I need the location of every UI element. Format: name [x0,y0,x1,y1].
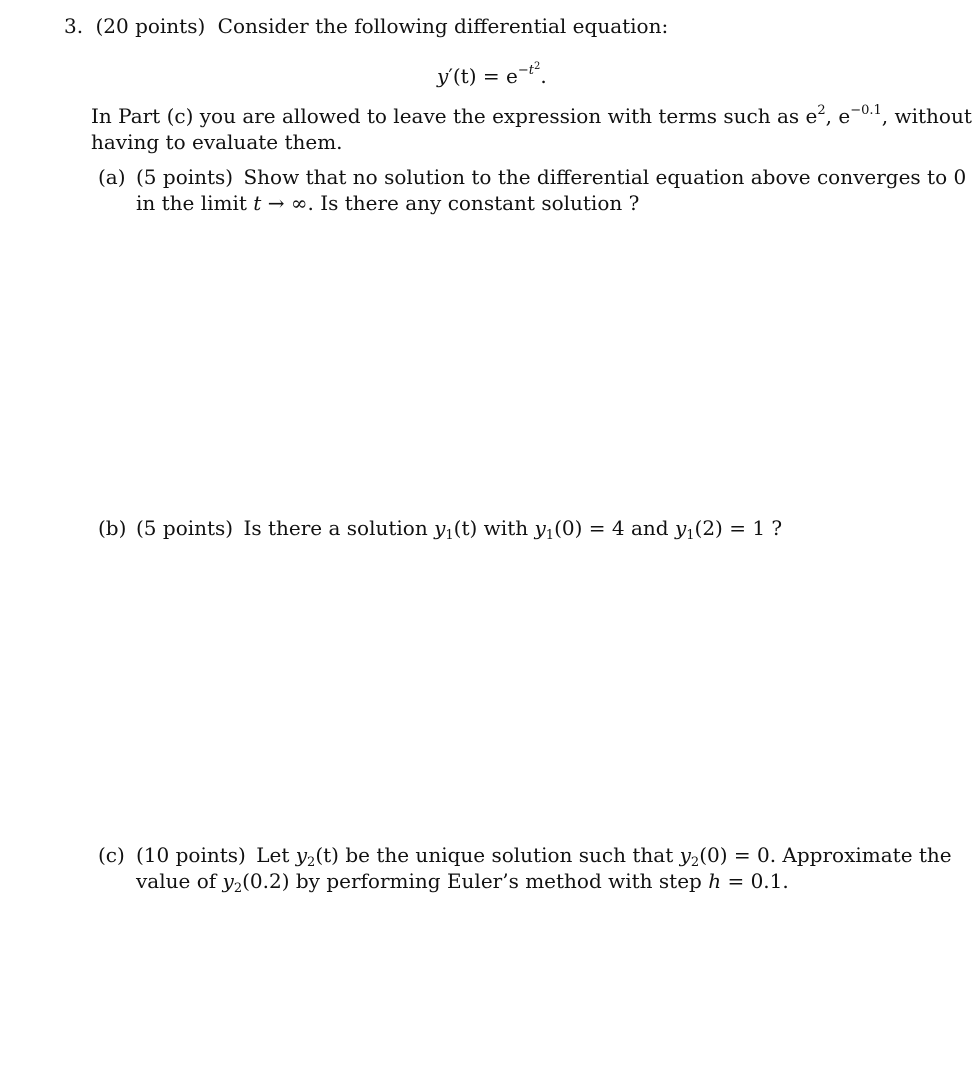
eq-arg: (t) = e [452,64,518,88]
problem-number: 3. [64,14,84,38]
part-c-label: (c) [98,843,125,867]
note-e-neg-exp: −0.1 [850,103,882,118]
eq-exponent: −t2 [517,61,541,78]
problem-points: (20 points) [95,14,206,38]
problem-intro: Consider the following differential equation: [217,14,669,38]
part-b-label: (b) [98,516,127,540]
part-a-points: (5 points) [136,165,234,189]
eq-end: . [540,64,547,88]
part-b-points: (5 points) [136,516,234,540]
part-c-line-1: (10 points) Let $y_2(t)$ be the unique solution such that $y_2(0) = 0$. Approximate the [136,843,952,870]
part-a-line-1: (5 points) Show that no solution to the differential equation above converges to 0 [136,165,967,189]
eq-exponent-square: 2 [533,61,541,72]
part-b-line: (5 points) Is there a solution $y_1(t)$ with $y_1(0) = 4$ and $y_1(2) = 1$ ? [136,516,783,543]
problem-header [64,14,668,38]
note-e-squared-exp: 2 [817,103,826,118]
part-c-points: (10 points) [136,843,246,867]
eq-prime: ′ [448,64,453,88]
part-a-line-2: in the limit t → ∞. Is there any constant solution ? [136,191,640,215]
display-equation [437,61,547,88]
part-c-line-2: value of $y_2(0.2)$ by performing Euler’s method with step h = 0.1. [136,869,789,896]
part-a-label: (a) [98,165,126,189]
note-line-2: having to evaluate them. [91,130,343,154]
note-line-1: In Part (c) you are allowed to leave the expression with terms such as $e^2$, $e^{-0.1}$, without [91,103,972,128]
eq-y: y [437,64,449,88]
